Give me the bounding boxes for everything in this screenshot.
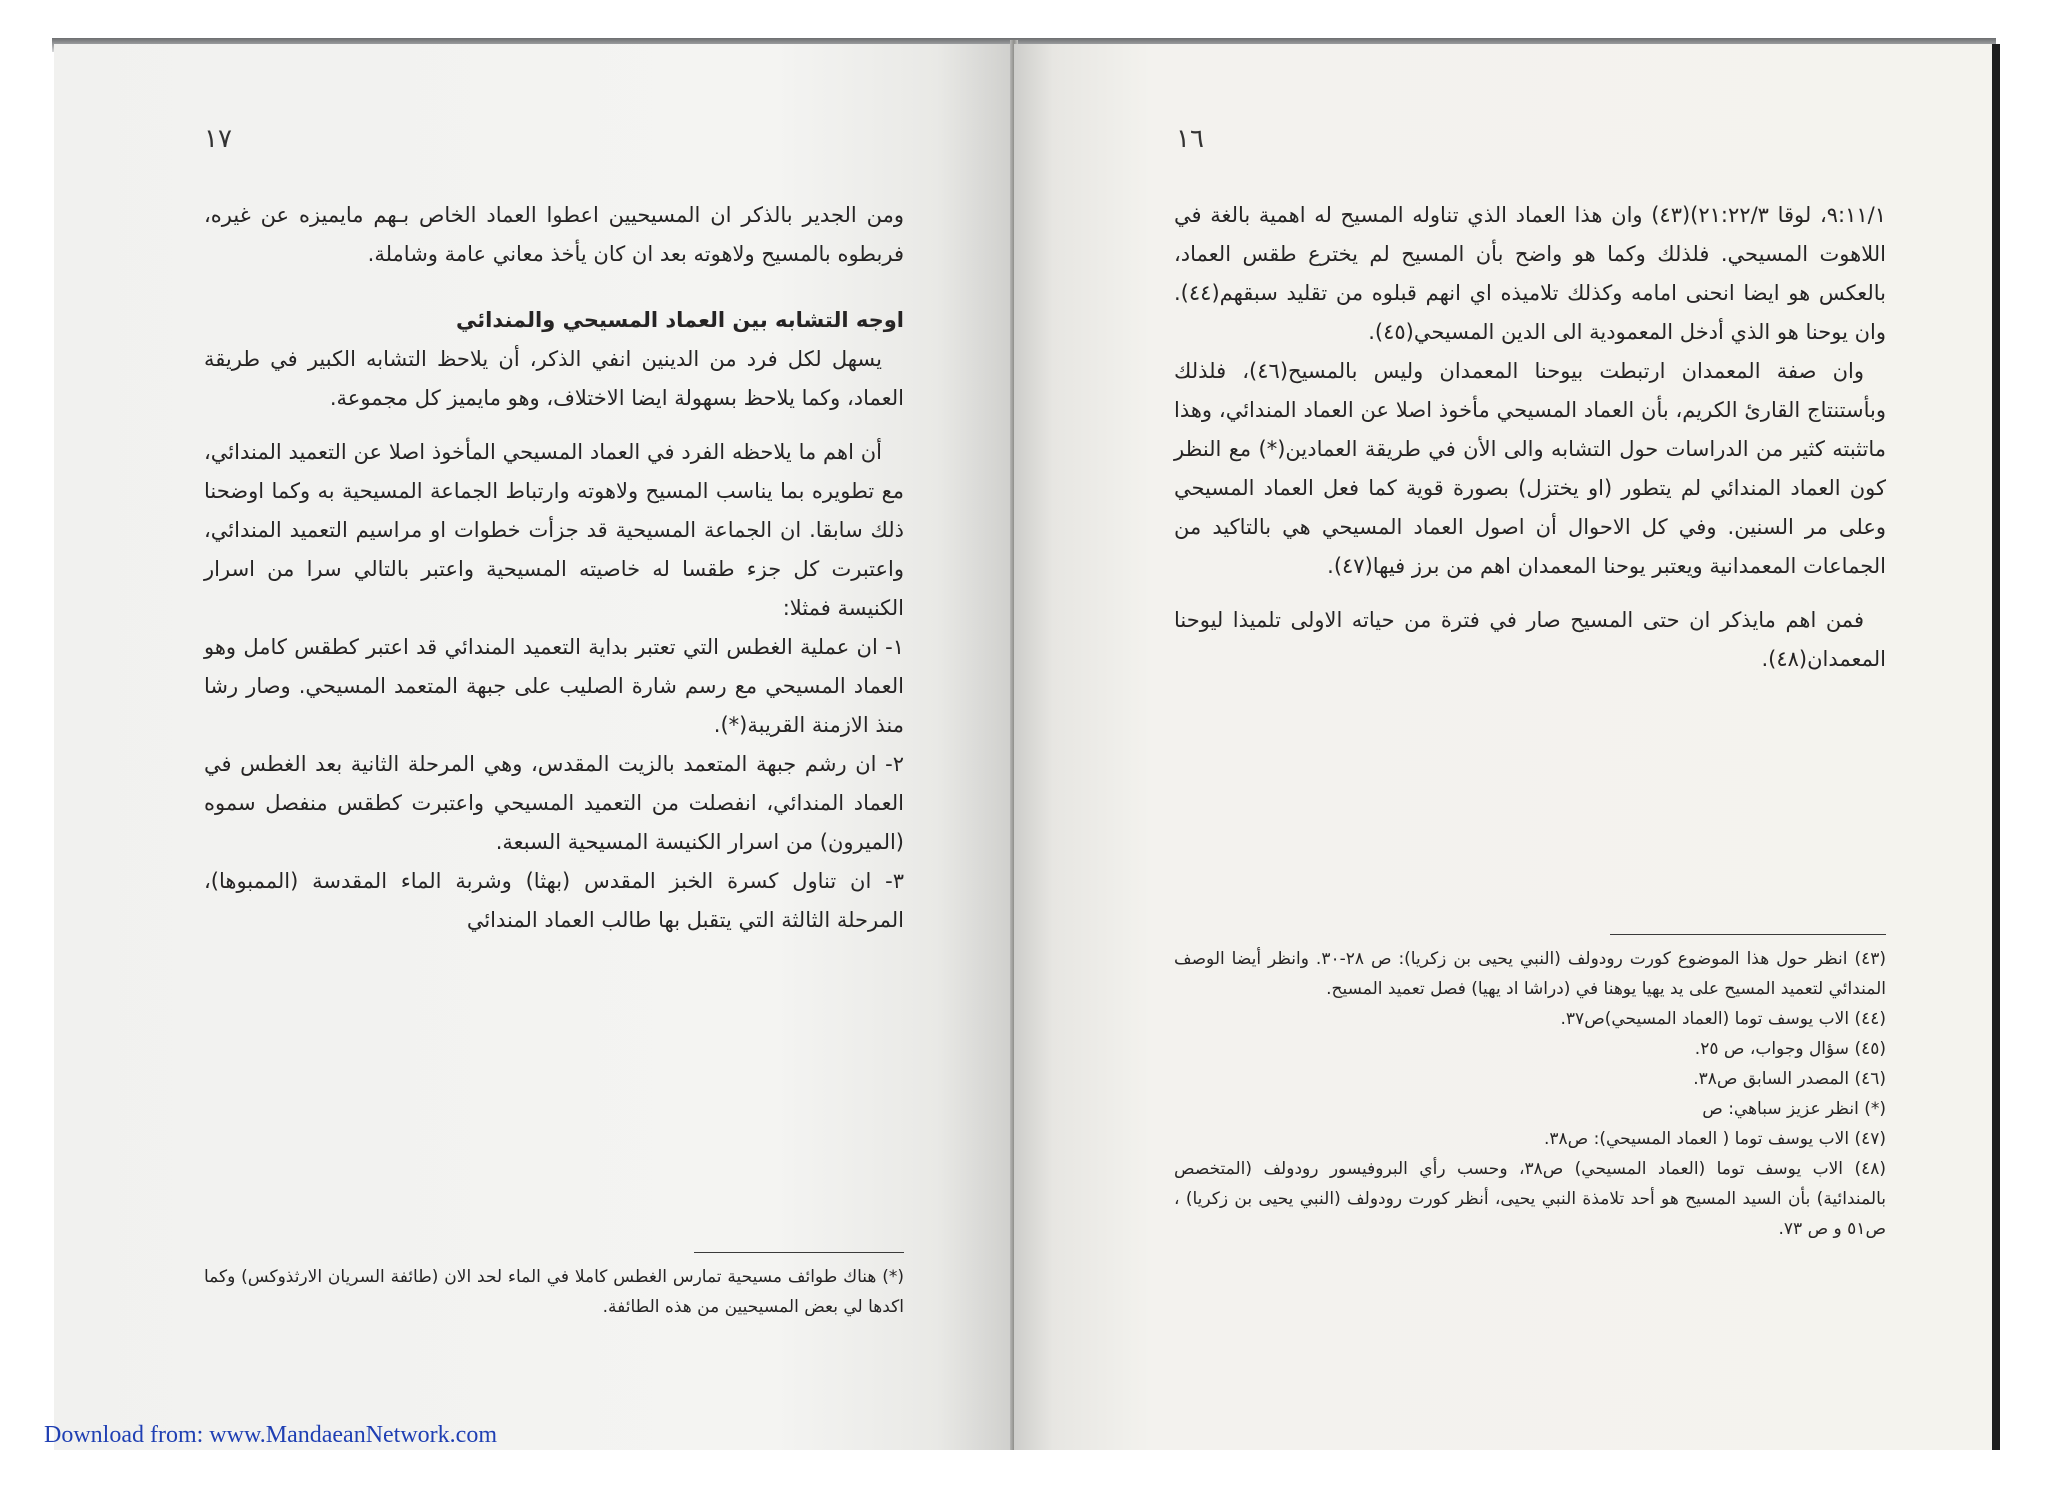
spacer xyxy=(204,274,904,300)
left-footnotes xyxy=(204,1262,904,1322)
footnote: (٤٣) انظر حول هذا الموضوع كورت رودولف (النبي يحيى بن زكريا): ص ٢٨-٣٠. وانظر أيضا الوصف المندائي لتعميد المسيح على يد يهيا يوهنا في (دراشا اد يهيا) فصل تعميد المسيح. xyxy=(1174,949,1886,999)
footnote-divider xyxy=(694,1252,904,1253)
list-item: ٣- ان تناول كسرة الخبز المقدس (بهثا) وشربة الماء المقدسة (الممبوها)، المرحلة الثالثة التي يتقبل بها طالب العماد المندائي xyxy=(204,869,904,932)
download-link[interactable]: Download from: www.MandaeanNetwork.com xyxy=(44,1422,497,1448)
list-item: ٢- ان رشم جبهة المتعمد بالزيت المقدس، وهي المرحلة الثانية بعد الغطس في العماد المندائي، انفصلت من التعميد المسيحي واعتبرت كطقس منفصل سموه (الميرون) من اسرار الكنيسة المسيحية السبعة. xyxy=(204,752,904,854)
left-page-body xyxy=(204,196,904,940)
list-item: ١- ان عملية الغطس التي تعتبر بداية التعميد المندائي قد اعتبر كطقس كامل وهو العماد المسيحي مع رسم شارة الصليب على جبهة المتعمد المسيحي. وصار رشا منذ الازمنة القريبة(*). xyxy=(204,635,904,737)
book-page-right xyxy=(1014,44,1992,1450)
scan-border xyxy=(1992,44,2000,1450)
body-paragraph: أن اهم ما يلاحظه الفرد في العماد المسيحي المأخوذ اصلا عن التعميد المندائي، مع تطويره بما يناسب المسيح ولاهوته وارتباط الجماعة المسيحية به وكما اوضحنا ذلك سابقا. ان الجماعة المسيحية قد جزأت خطوات او مراسيم التعميد المندائي، واعتبرت كل جزء طقسا له خاصيته المسيحية واعتبر بالتالي سرا من اسرار الكنيسة فمثلا: xyxy=(204,440,904,620)
footnote: (٤٧) الاب يوسف توما ( العماد المسيحي): ص٣٨. xyxy=(1543,1129,1886,1149)
spacer xyxy=(1174,586,1886,601)
page-number: ١٧ xyxy=(204,124,232,154)
body-paragraph: فمن اهم مايذكر ان حتى المسيح صار في فترة من حياته الاولى تلميذا ليوحنا المعمدان(٤٨). xyxy=(1174,608,1886,671)
footnote: (*) انظر عزيز سباهي: ص xyxy=(1702,1099,1886,1119)
book-page-left xyxy=(54,44,1014,1450)
body-paragraph: ٩:١١/١، لوقا ٢١:٢٢/٣)(٤٣) وان هذا العماد الذي تناوله المسيح له اهمية بالغة في اللاهوت المسيحي. فلذلك وكما هو واضح بأن المسيح لم يخترع طقس العماد، بالعكس هو ايضا انحنى امامه وكذلك تلاميذه اي انهم قبلوه من تقليد سبقهم(٤٤). وان يوحنا هو الذي أدخل المعمودية الى الدين المسيحي(٤٥). xyxy=(1174,203,1887,344)
intro-paragraph: ومن الجدير بالذكر ان المسيحيين اعطوا العماد الخاص بـهم مايميزه عن غيره، فربطوه بالمسيح ولاهوته بعد ان كان يأخذ معاني عامة وشاملة. xyxy=(204,203,904,266)
footnote: (٤٨) الاب يوسف توما (العماد المسيحي) ص٣٨، وحسب رأي البروفيسور رودولف (المتخصص بالمندائية) بأن السيد المسيح هو أحد تلامذة النبي يحيى، أنظر كورت رودولف (النبي يحيى بن زكريا) ، ص٥١ و ص ٧٣. xyxy=(1174,1159,1886,1239)
footnote: (٤٤) الاب يوسف توما (العماد المسيحي)ص٣٧. xyxy=(1560,1009,1886,1029)
body-paragraph: وان صفة المعمدان ارتبطت بيوحنا المعمدان وليس بالمسيح(٤٦)، فلذلك وبأستنتاج القارئ الكريم، بأن العماد المسيحي مأخوذ اصلا عن العماد المندائي، وهذا ماتثبته كثير من الدراسات حول التشابه والى الأن في طريقة العمادين(*) مع النظر كون العماد المندائي لم يتطور (او يختزل) بصورة قوية كما فعل العماد المسيحي وعلى مر السنين. وفي كل الاحوال أن اصول العماد المسيحي هي بالتاكيد من الجماعات المعمدانية ويعتبر يوحنا المعمدان اهم من برز فيها(٤٧). xyxy=(1174,359,1886,578)
footnote: (٤٥) سؤال وجواب، ص ٢٥. xyxy=(1694,1039,1886,1059)
spacer xyxy=(204,418,904,433)
right-footnotes xyxy=(1174,944,1886,1244)
footnote: (٤٦) المصدر السابق ص٣٨. xyxy=(1693,1069,1886,1089)
footnote-divider xyxy=(1610,934,1886,935)
footnote: (*) هناك طوائف مسيحية تمارس الغطس كاملا في الماء لحد الان (طائفة السريان الارثذوكس) وكما اكدها لي بعض المسيحيين من هذه الطائفة. xyxy=(204,1267,904,1317)
page-number: ١٦ xyxy=(1176,124,1204,154)
section-heading: اوجه التشابه بين العماد المسيحي والمندائي xyxy=(456,308,904,332)
right-page-body xyxy=(1174,196,1886,679)
body-paragraph: يسهل لكل فرد من الدينين انفي الذكر، أن يلاحظ التشابه الكبير في طريقة العماد، وكما يلاحظ بسهولة ايضا الاختلاف، وهو مايميز كل مجموعة. xyxy=(204,347,904,410)
